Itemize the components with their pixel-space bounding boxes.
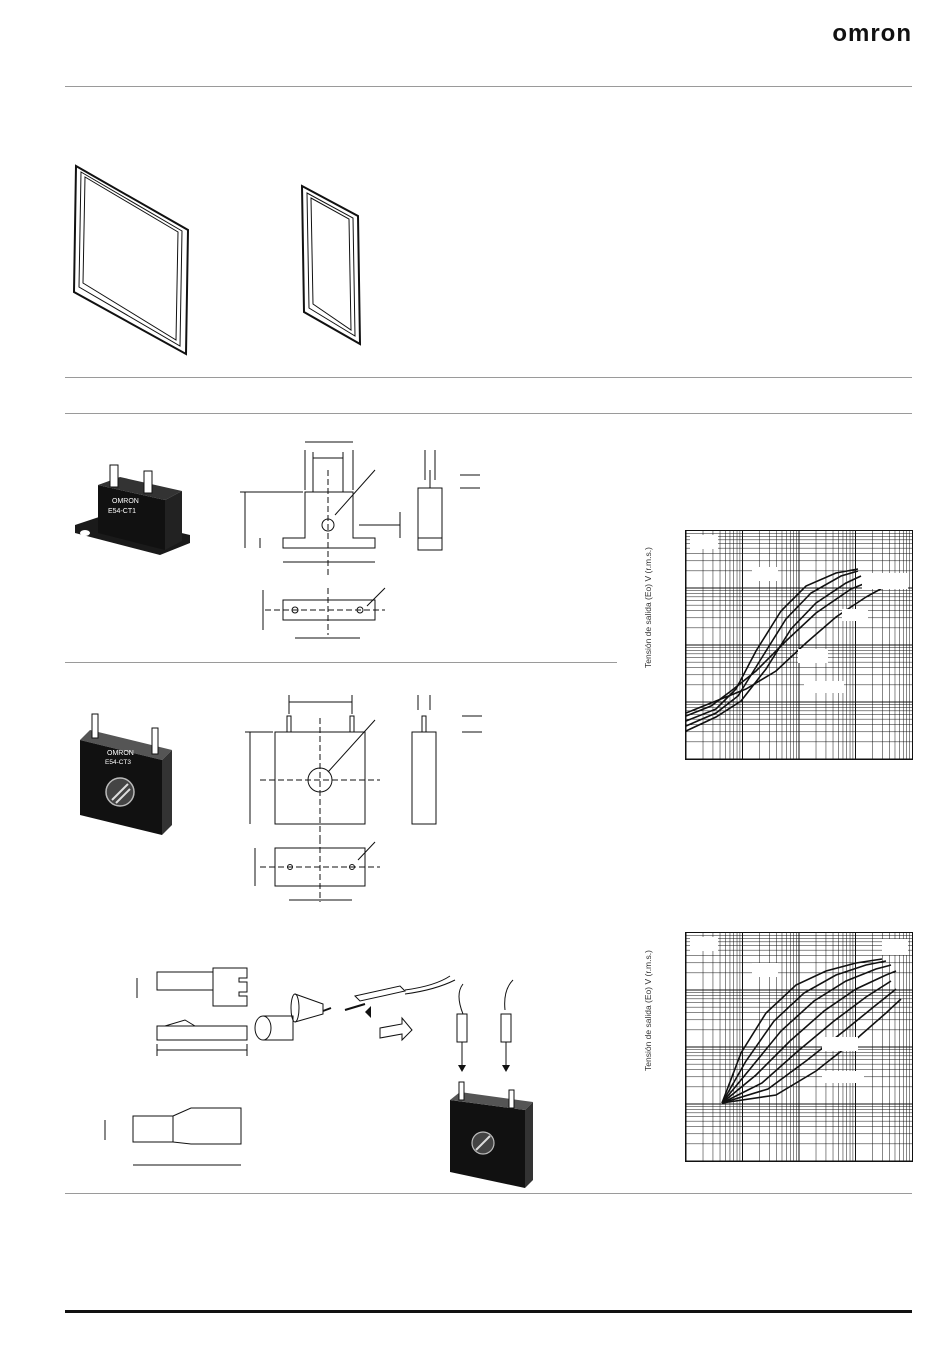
- chart2-y-axis-label: Tensión de salida (Eo) V (r.m.s.): [643, 950, 653, 1071]
- e54-ct1-product-illustration: [70, 455, 200, 565]
- chart-label-box-2: [752, 567, 778, 581]
- e54-ct3-dimension-drawing: [240, 690, 490, 915]
- chart-label-box-4: [822, 1037, 858, 1051]
- e54-ct1-dimension-drawing: [235, 430, 495, 645]
- chart-label-box-4: [842, 609, 868, 621]
- chart1-svg: [686, 531, 912, 759]
- omron-logo: omron: [832, 20, 912, 47]
- section-divider-2: [65, 413, 912, 414]
- ct1-brand-text: OMRON: [112, 498, 139, 505]
- connector-assembly-drawing: [95, 960, 540, 1175]
- chart-label-box-1: [690, 937, 718, 951]
- chart2-plot: [685, 932, 913, 1162]
- section-divider-bottom: [65, 1193, 912, 1194]
- chart1-y-axis-label: Tensión de salida (Eo) V (r.m.s.): [643, 547, 653, 668]
- chart2-svg: [686, 933, 912, 1161]
- section-divider-1: [65, 377, 912, 378]
- chart-label-box-1: [690, 535, 718, 549]
- e54-ct3-product-illustration: [72, 710, 182, 840]
- header-divider: [65, 86, 912, 87]
- chart-series-line-4: [686, 581, 871, 716]
- section-divider-ct: [65, 662, 617, 663]
- ct3-brand-text: OMRON: [107, 750, 134, 757]
- cover-frame-large-illustration: [70, 160, 200, 360]
- chart-label-box-3: [882, 939, 908, 955]
- chart-label-box-2: [752, 963, 778, 977]
- footer-rule: [65, 1310, 912, 1313]
- ct3-model-text: E54-CT3: [105, 759, 132, 766]
- ct1-model-text: E54-CT1: [108, 508, 137, 515]
- chart1-plot: [685, 530, 913, 760]
- chart-label-box-5: [822, 1071, 864, 1083]
- chart-label-box-6: [804, 681, 844, 693]
- cover-frame-small-illustration: [298, 182, 368, 352]
- chart-label-box-5: [798, 649, 828, 663]
- chart-series-line-7: [722, 999, 901, 1103]
- chart-label-box-3: [862, 573, 908, 589]
